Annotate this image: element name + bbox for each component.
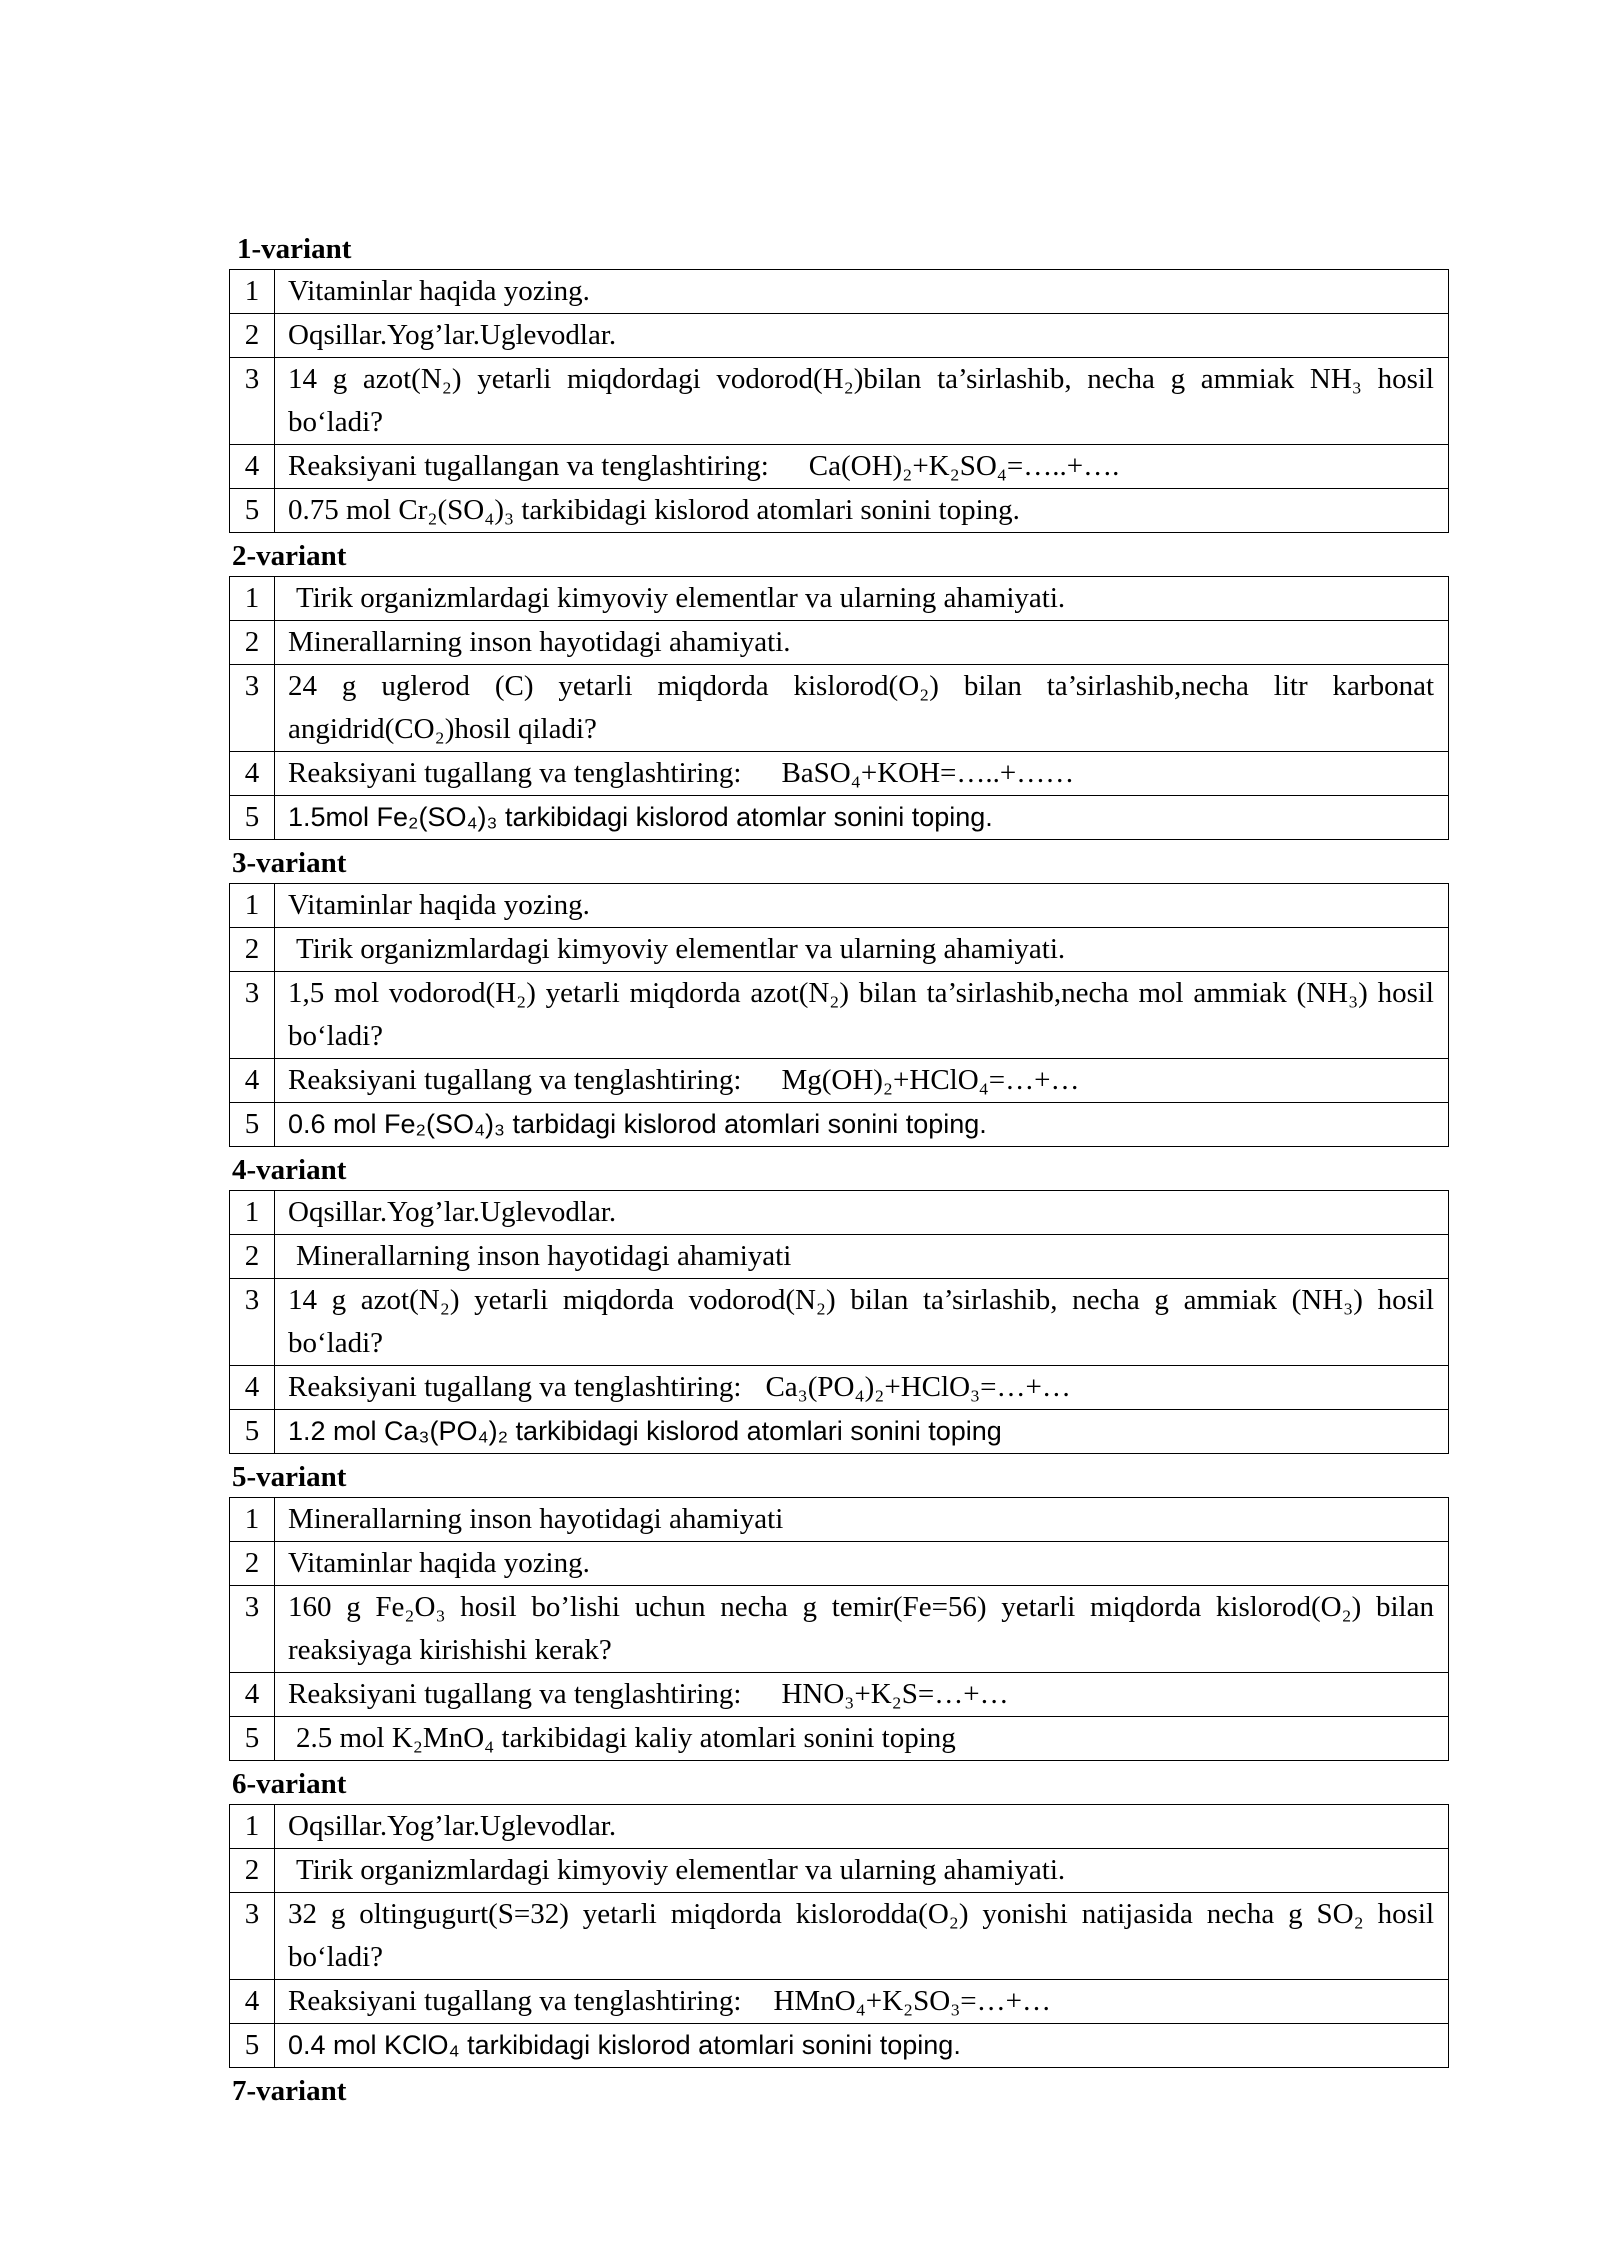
question-row [230, 1586, 1449, 1673]
question-row [230, 796, 1449, 840]
question-row [230, 1235, 1449, 1279]
question-number: 3 [230, 1586, 275, 1673]
question-text: 32 g oltingugurt(S=32) yetarli miqdorda kislorodda(O₂) yonishi natijasida necha g SO₂ hosil bo‘ladi? [275, 1893, 1449, 1980]
question-number: 4 [230, 445, 275, 489]
question-row [230, 1103, 1449, 1147]
question-text: 0.6 mol Fe₂(SO₄)₃ tarbidagi kislorod atomlari sonini toping. [275, 1103, 1449, 1147]
question-table [229, 1497, 1449, 1761]
variant-title: 6-variant [232, 1768, 347, 1800]
reaction-formula: Mg(OH)₂+HClO₄=…+… [781, 1064, 1080, 1096]
question-text: Minerallarning inson hayotidagi ahamiyati [296, 1240, 792, 1272]
question-number: 2 [230, 621, 275, 665]
question-row [230, 1893, 1449, 1980]
question-table [229, 1804, 1449, 2068]
question-table [229, 269, 1449, 533]
question-table [229, 1190, 1449, 1454]
variant-title: 3-variant [232, 847, 347, 879]
question-cell [275, 577, 1449, 621]
question-number: 3 [230, 972, 275, 1059]
question-cell [275, 1849, 1449, 1893]
question-text: Tirik organizmlardagi kimyoviy elementlar va ularning ahamiyati. [296, 1854, 1066, 1886]
question-text: 14 g azot(N₂) yetarli miqdorda vodorod(N₂) bilan ta’sirlashib, necha g ammiak (NH₃) hosil bo‘ladi? [275, 1279, 1449, 1366]
question-number: 5 [230, 1717, 275, 1761]
question-number: 1 [230, 1191, 275, 1235]
question-row [230, 1805, 1449, 1849]
question-number: 3 [230, 1279, 275, 1366]
question-row [230, 752, 1449, 796]
question-cell [275, 1717, 1449, 1761]
question-table [229, 883, 1449, 1147]
question-text: Minerallarning inson hayotidagi ahamiyati [275, 1498, 1449, 1542]
question-text: Oqsillar.Yog’lar.Uglevodlar. [275, 1191, 1449, 1235]
question-number: 5 [230, 489, 275, 533]
question-row [230, 358, 1449, 445]
variant-title: 1-variant [237, 233, 352, 265]
question-cell [275, 1673, 1449, 1717]
question-row [230, 665, 1449, 752]
question-text: Vitaminlar haqida yozing. [275, 884, 1449, 928]
question-cell [275, 1980, 1449, 2024]
question-cell [275, 1235, 1449, 1279]
question-text: 14 g azot(N₂) yetarli miqdordagi vodorod(H₂)bilan ta’sirlashib, necha g ammiak NH₃ hosil bo‘ladi? [275, 358, 1449, 445]
question-row [230, 1542, 1449, 1586]
question-text: Reaksiyani tugallang va tenglashtiring: [288, 757, 742, 789]
document-page [229, 226, 1448, 2111]
question-text: Reaksiyani tugallang va tenglashtiring: [288, 1678, 742, 1710]
question-number: 5 [230, 1410, 275, 1454]
question-text: Reaksiyani tugallangan va tenglashtiring: [288, 450, 769, 482]
question-text: Vitaminlar haqida yozing. [275, 270, 1449, 314]
question-cell [275, 1059, 1449, 1103]
question-row [230, 972, 1449, 1059]
question-number: 4 [230, 1366, 275, 1410]
question-row [230, 1849, 1449, 1893]
reaction-formula: HNO₃+K₂S=…+… [781, 1678, 1009, 1710]
question-row [230, 1279, 1449, 1366]
question-row [230, 577, 1449, 621]
question-row [230, 1191, 1449, 1235]
question-row [230, 884, 1449, 928]
question-row [230, 1410, 1449, 1454]
question-row [230, 621, 1449, 665]
question-text: Tirik organizmlardagi kimyoviy elementlar va ularning ahamiyati. [296, 582, 1066, 614]
variant-title: 2-variant [232, 540, 347, 572]
question-row [230, 1717, 1449, 1761]
question-number: 1 [230, 884, 275, 928]
question-number: 4 [230, 1980, 275, 2024]
question-row [230, 489, 1449, 533]
question-text: 2.5 mol K₂MnO₄ tarkibidagi kaliy atomlari sonini toping [296, 1722, 956, 1754]
question-number: 1 [230, 270, 275, 314]
question-number: 1 [230, 1805, 275, 1849]
question-row [230, 270, 1449, 314]
question-number: 2 [230, 1235, 275, 1279]
question-cell [275, 1366, 1449, 1410]
question-text: 160 g Fe₂O₃ hosil bo’lishi uchun necha g temir(Fe=56) yetarli miqdorda kislorod(O₂) bilan reaksiyaga kirishishi kerak? [275, 1586, 1449, 1673]
question-row [230, 1366, 1449, 1410]
question-row [230, 314, 1449, 358]
question-text: Vitaminlar haqida yozing. [275, 1542, 1449, 1586]
question-text: Reaksiyani tugallang va tenglashtiring: [288, 1985, 742, 2017]
question-number: 4 [230, 1673, 275, 1717]
question-text: 0.4 mol KClO₄ tarkibidagi kislorod atomlari sonini toping. [275, 2024, 1449, 2068]
question-text: Tirik organizmlardagi kimyoviy elementlar va ularning ahamiyati. [296, 933, 1066, 965]
question-text: Reaksiyani tugallang va tenglashtiring: [288, 1064, 742, 1096]
question-row [230, 928, 1449, 972]
question-cell [275, 445, 1449, 489]
question-number: 2 [230, 1849, 275, 1893]
question-text: Oqsillar.Yog’lar.Uglevodlar. [275, 314, 1449, 358]
question-number: 4 [230, 752, 275, 796]
question-number: 2 [230, 314, 275, 358]
question-text: Oqsillar.Yog’lar.Uglevodlar. [275, 1805, 1449, 1849]
question-row [230, 445, 1449, 489]
question-text: 1,5 mol vodorod(H₂) yetarli miqdorda azot(N₂) bilan ta’sirlashib,necha mol ammiak (NH₃) hosil bo‘ladi? [275, 972, 1449, 1059]
question-row [230, 1980, 1449, 2024]
question-text: 0.75 mol Cr₂(SO₄)₃ tarkibidagi kislorod atomlari sonini toping. [275, 489, 1449, 533]
question-text: 1.5mol Fe₂(SO₄)₃ tarkibidagi kislorod atomlar sonini toping. [275, 796, 1449, 840]
reaction-formula: BaSO₄+KOH=…..+…… [781, 757, 1075, 789]
question-text: 1.2 mol Ca₃(PO₄)₂ tarkibidagi kislorod atomlari sonini toping [275, 1410, 1449, 1454]
variant-title: 4-variant [232, 1154, 347, 1186]
question-number: 2 [230, 928, 275, 972]
question-table [229, 576, 1449, 840]
variant-title: 7-variant [232, 2075, 347, 2107]
question-number: 4 [230, 1059, 275, 1103]
question-number: 3 [230, 1893, 275, 1980]
question-text: 24 g uglerod (C) yetarli miqdorda kislorod(O₂) bilan ta’sirlashib,necha litr karbonat angidrid(CO₂)hosil qiladi? [275, 665, 1449, 752]
question-row [230, 2024, 1449, 2068]
question-row [230, 1673, 1449, 1717]
question-text: Minerallarning inson hayotidagi ahamiyati. [275, 621, 1449, 665]
question-number: 1 [230, 577, 275, 621]
question-number: 5 [230, 1103, 275, 1147]
question-cell [275, 752, 1449, 796]
question-row [230, 1498, 1449, 1542]
question-number: 1 [230, 1498, 275, 1542]
question-number: 5 [230, 2024, 275, 2068]
reaction-formula: Ca₃(PO₄)₂+HClO₃=…+… [765, 1371, 1071, 1403]
question-text: Reaksiyani tugallang va tenglashtiring: [288, 1371, 742, 1403]
reaction-formula: Ca(OH)₂+K₂SO₄=…..+…. [808, 450, 1120, 482]
question-number: 2 [230, 1542, 275, 1586]
question-cell [275, 928, 1449, 972]
reaction-formula: HMnO₄+K₂SO₃=…+… [773, 1985, 1052, 2017]
question-row [230, 1059, 1449, 1103]
variant-title: 5-variant [232, 1461, 347, 1493]
question-number: 3 [230, 358, 275, 445]
question-number: 5 [230, 796, 275, 840]
question-number: 3 [230, 665, 275, 752]
